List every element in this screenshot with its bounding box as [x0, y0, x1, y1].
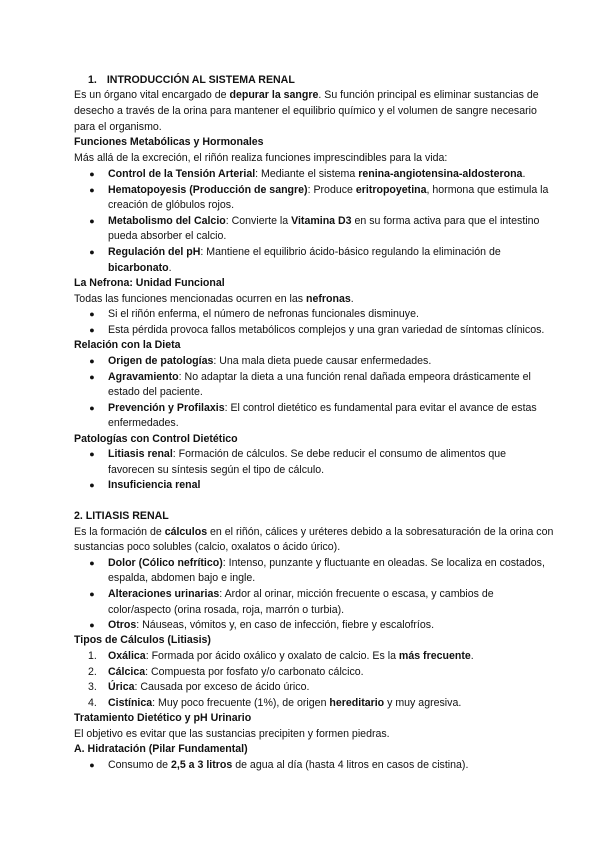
bold-text: Control de la Tensión Arterial — [108, 168, 256, 180]
text: en el riñón, cálices y uréteres debido a la sobresaturación de la orina con — [207, 526, 554, 538]
text: : Muy poco frecuente (1%), de origen — [152, 697, 330, 709]
text: : Formación de cálculos. Se debe reducir el consumo de alimentos que — [172, 448, 507, 460]
text: : Ardor al orinar, micción frecuente o escasa, y cambios de — [219, 588, 494, 600]
list-item: Esta pérdida provoca fallos metabólicos complejos y una gran variedad de síntomas clínicos. — [108, 324, 545, 336]
bullet-icon: ● — [89, 589, 95, 599]
list-item — [108, 402, 537, 415]
bullet-icon: ● — [89, 620, 95, 630]
bullet-icon: ● — [89, 558, 95, 568]
list-number: 1. — [88, 650, 97, 662]
subheading-funciones: Funciones Metabólicas y Hormonales — [74, 136, 264, 148]
bold-text: eritropoyetina — [355, 184, 427, 196]
bullet-icon: ● — [89, 372, 95, 382]
bold-text: bicarbonato — [108, 262, 169, 274]
list-number: 4. — [88, 697, 97, 709]
bold-text: depurar la sangre — [229, 89, 319, 101]
numbered-item — [108, 681, 309, 694]
subheading-tipos: Tipos de Cálculos (Litiasis) — [74, 634, 211, 646]
list-item — [108, 619, 434, 632]
text: : Convierte la — [225, 215, 292, 227]
paragraph-line: Más allá de la excreción, el riñón realiza funciones imprescindibles para la vida: — [74, 152, 448, 164]
list-item: Insuficiencia renal — [108, 479, 201, 491]
bold-text: Oxálica — [108, 650, 146, 662]
section-2-heading: 2. LITIASIS RENAL — [74, 510, 169, 522]
bold-text: Origen de patologías — [108, 355, 214, 367]
bold-text: nefronas — [306, 293, 351, 305]
list-item-continuation: pueda absorber el calcio. — [108, 230, 227, 242]
text: . — [350, 293, 354, 305]
bold-text: Otros — [108, 619, 137, 631]
list-item — [108, 588, 494, 601]
paragraph-line — [74, 526, 553, 539]
numbered-item — [108, 650, 474, 663]
list-item — [108, 355, 431, 368]
list-item-continuation: color/aspecto (orina rosada, roja, marrón o turbia). — [108, 604, 345, 616]
bold-text: 2,5 a 3 litros — [171, 759, 233, 771]
paragraph-line — [74, 293, 354, 306]
bold-text: Cálcica — [108, 666, 146, 678]
subheading-patologias: Patologías con Control Dietético — [74, 433, 238, 445]
bold-text: Hematopoyesis (Producción de sangre) — [108, 184, 308, 196]
text: en su forma activa para que el intestino — [351, 215, 540, 227]
bold-text: cálculos — [164, 526, 208, 538]
bold-text: más frecuente — [398, 650, 471, 662]
bullet-icon: ● — [89, 216, 95, 226]
text: : No adaptar la dieta a una función renal dañada empeora drásticamente el — [178, 371, 531, 383]
text: : Intenso, punzante y fluctuante en oleadas. Se localiza en costados, — [222, 557, 545, 569]
text: Es la formación de — [74, 526, 165, 538]
text: : Formada por ácido oxálico y oxalato de calcio. Es la — [145, 650, 399, 662]
list-item-continuation: enfermedades. — [108, 417, 179, 429]
bold-text: Agravamiento — [108, 371, 179, 383]
bold-text: Úrica — [108, 681, 135, 693]
numbered-item — [108, 697, 461, 710]
numbered-item — [108, 666, 364, 679]
bold-text: Regulación del pH — [108, 246, 201, 258]
paragraph-line: El objetivo es evitar que las sustancias precipiten y formen piedras. — [74, 728, 390, 740]
bullet-icon: ● — [89, 760, 95, 770]
bold-text: Litiasis renal — [108, 448, 173, 460]
section-title: INTRODUCCIÓN AL SISTEMA RENAL — [106, 74, 295, 86]
list-item-continuation: espalda, abdomen bajo e ingle. — [108, 572, 256, 584]
paragraph-line — [74, 89, 539, 102]
paragraph-line: desecho a través de la orina para mantener el equilibrio químico y el volumen de sangre necesario — [74, 105, 537, 117]
text: : Compuesta por fosfato y/o carbonato cálcico. — [145, 666, 364, 678]
bullet-icon: ● — [89, 309, 95, 319]
text: Consumo de — [108, 759, 172, 771]
text: : Causada por exceso de ácido úrico. — [134, 681, 310, 693]
list-item — [108, 759, 468, 772]
list-item — [108, 168, 525, 181]
bold-text: Cistínica — [108, 697, 153, 709]
bullet-icon: ● — [89, 325, 95, 335]
list-item — [108, 557, 545, 570]
list-item-continuation: estado del paciente. — [108, 386, 203, 398]
text: : El control dietético es fundamental para evitar el avance de estas — [224, 402, 537, 414]
text: . — [470, 650, 474, 662]
bullet-icon: ● — [89, 449, 95, 459]
bullet-icon: ● — [89, 247, 95, 257]
bold-text: renina-angiotensina-aldosterona — [358, 168, 523, 180]
bold-text: Alteraciones urinarias — [108, 588, 220, 600]
section-number: 1. — [88, 74, 97, 86]
subheading-dieta: Relación con la Dieta — [74, 339, 181, 351]
list-item — [108, 246, 501, 259]
subheading-tratamiento: Tratamiento Dietético y pH Urinario — [74, 712, 252, 724]
bullet-icon: ● — [89, 185, 95, 195]
list-item: Si el riñón enferma, el número de nefronas funcionales disminuye. — [108, 308, 419, 320]
list-number: 3. — [88, 681, 97, 693]
list-item — [108, 184, 548, 197]
bold-text: Vitamina D3 — [291, 215, 352, 227]
text: . — [522, 168, 526, 180]
text: : Una mala dieta puede causar enfermedades. — [213, 355, 432, 367]
text: Es un órgano vital encargado de — [74, 89, 230, 101]
bold-text: Prevención y Profilaxis — [108, 402, 225, 414]
list-item-continuation: favorecen su síntesis según el tipo de cálculo. — [108, 464, 325, 476]
list-number: 2. — [88, 666, 97, 678]
list-item — [108, 371, 531, 384]
text: : Mantiene el equilibrio ácido-básico regulando la eliminación de — [200, 246, 501, 258]
text: . — [168, 262, 172, 274]
text: Todas las funciones mencionadas ocurren en las — [74, 293, 307, 305]
text: : Náuseas, vómitos y, en caso de infección, fiebre y escalofríos. — [136, 619, 435, 631]
text: y muy agresiva. — [384, 697, 462, 709]
list-item — [108, 215, 539, 228]
text: . Su función principal es eliminar sustancias de — [318, 89, 539, 101]
bullet-icon: ● — [89, 403, 95, 413]
bold-text: Metabolismo del Calcio — [108, 215, 226, 227]
list-item-continuation: creación de glóbulos rojos. — [108, 199, 235, 211]
bold-text: hereditario — [329, 697, 385, 709]
paragraph-line: para el organismo. — [74, 121, 162, 133]
subheading-nefrona: La Nefrona: Unidad Funcional — [74, 277, 225, 289]
text: de agua al día (hasta 4 litros en casos de cistina). — [232, 759, 469, 771]
bold-text: Dolor (Cólico nefrítico) — [108, 557, 223, 569]
text: : Mediante el sistema — [255, 168, 359, 180]
bullet-icon: ● — [89, 356, 95, 366]
text: , hormona que estimula la — [426, 184, 549, 196]
list-item-continuation — [108, 262, 172, 275]
list-item — [108, 448, 506, 461]
section-1-heading — [88, 74, 295, 87]
text: : Produce — [307, 184, 356, 196]
bullet-icon: ● — [89, 169, 95, 179]
paragraph-line: sustancias poco solubles (calcio, oxalatos o ácido úrico). — [74, 541, 341, 553]
bullet-icon: ● — [89, 480, 95, 490]
subheading-hidratacion: A. Hidratación (Pilar Fundamental) — [74, 743, 248, 755]
